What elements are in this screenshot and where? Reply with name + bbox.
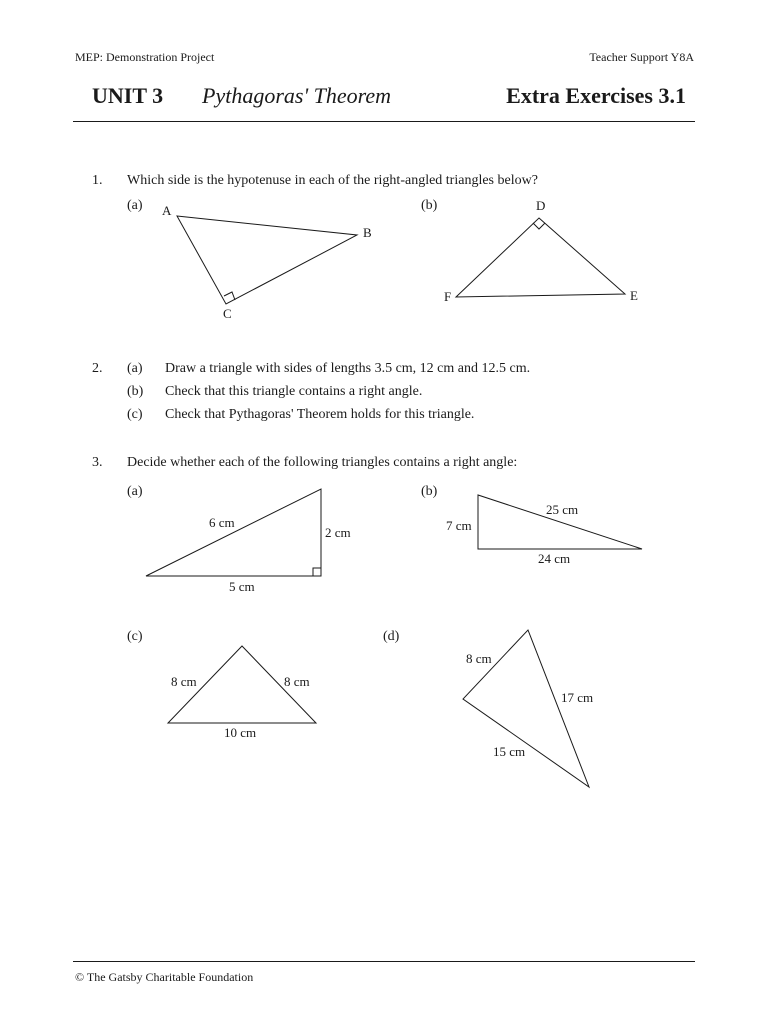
- side-3b-hyp: 25 cm: [546, 502, 579, 517]
- header-support: Teacher Support Y8A: [589, 50, 694, 64]
- side-3a-vert: 2 cm: [325, 525, 351, 540]
- q3c-label: (c): [127, 629, 143, 644]
- q3d-label: (d): [383, 629, 400, 644]
- q2b-text: Check that this triangle contains a right angle.: [165, 384, 423, 399]
- triangle-abc: [177, 216, 357, 304]
- vertex-c: C: [223, 306, 232, 321]
- subject-title: Pythagoras' Theorem: [202, 83, 392, 108]
- side-3b-vert: 7 cm: [446, 518, 472, 533]
- footer-copyright: © The Gatsby Charitable Foundation: [75, 970, 254, 984]
- unit-title: UNIT 3: [92, 83, 164, 108]
- q2-number: 2.: [92, 361, 103, 376]
- side-3b-base: 24 cm: [538, 551, 571, 566]
- q3-number: 3.: [92, 455, 103, 470]
- q2b-label: (b): [127, 384, 144, 399]
- exercise-title: Extra Exercises 3.1: [506, 83, 686, 108]
- right-angle-mark-3a: [313, 568, 321, 576]
- vertex-a: A: [162, 203, 172, 218]
- q1-number: 1.: [92, 173, 103, 188]
- vertex-b: B: [363, 225, 372, 240]
- header-project: MEP: Demonstration Project: [75, 50, 215, 64]
- side-3d-right: 17 cm: [561, 690, 594, 705]
- q1a-label: (a): [127, 198, 143, 213]
- q2a-text: Draw a triangle with sides of lengths 3.5 cm, 12 cm and 12.5 cm.: [165, 361, 531, 376]
- side-3a-hyp: 6 cm: [209, 515, 235, 530]
- triangle-def: [456, 218, 625, 297]
- q1b-label: (b): [421, 198, 438, 213]
- vertex-f: F: [444, 289, 452, 304]
- q3a-label: (a): [127, 484, 143, 499]
- q2c-label: (c): [127, 407, 143, 422]
- side-3d-bottom: 15 cm: [493, 744, 526, 759]
- right-angle-mark-c: [224, 292, 235, 300]
- side-3a-base: 5 cm: [229, 579, 255, 594]
- q3b-label: (b): [421, 484, 438, 499]
- side-3c-base: 10 cm: [224, 725, 257, 740]
- side-3d-left: 8 cm: [466, 651, 492, 666]
- q3-text: Decide whether each of the following triangles contains a right angle:: [127, 455, 518, 470]
- vertex-e: E: [630, 288, 638, 303]
- side-3c-right: 8 cm: [284, 674, 310, 689]
- q2a-label: (a): [127, 361, 143, 376]
- right-angle-mark-d: [533, 223, 545, 229]
- q1-text: Which side is the hypotenuse in each of the right-angled triangles below?: [127, 173, 538, 188]
- footer-rule: [73, 961, 695, 962]
- q2c-text: Check that Pythagoras' Theorem holds for this triangle.: [165, 407, 475, 422]
- side-3c-left: 8 cm: [171, 674, 197, 689]
- triangle-3a: [146, 489, 321, 576]
- vertex-d: D: [536, 198, 546, 213]
